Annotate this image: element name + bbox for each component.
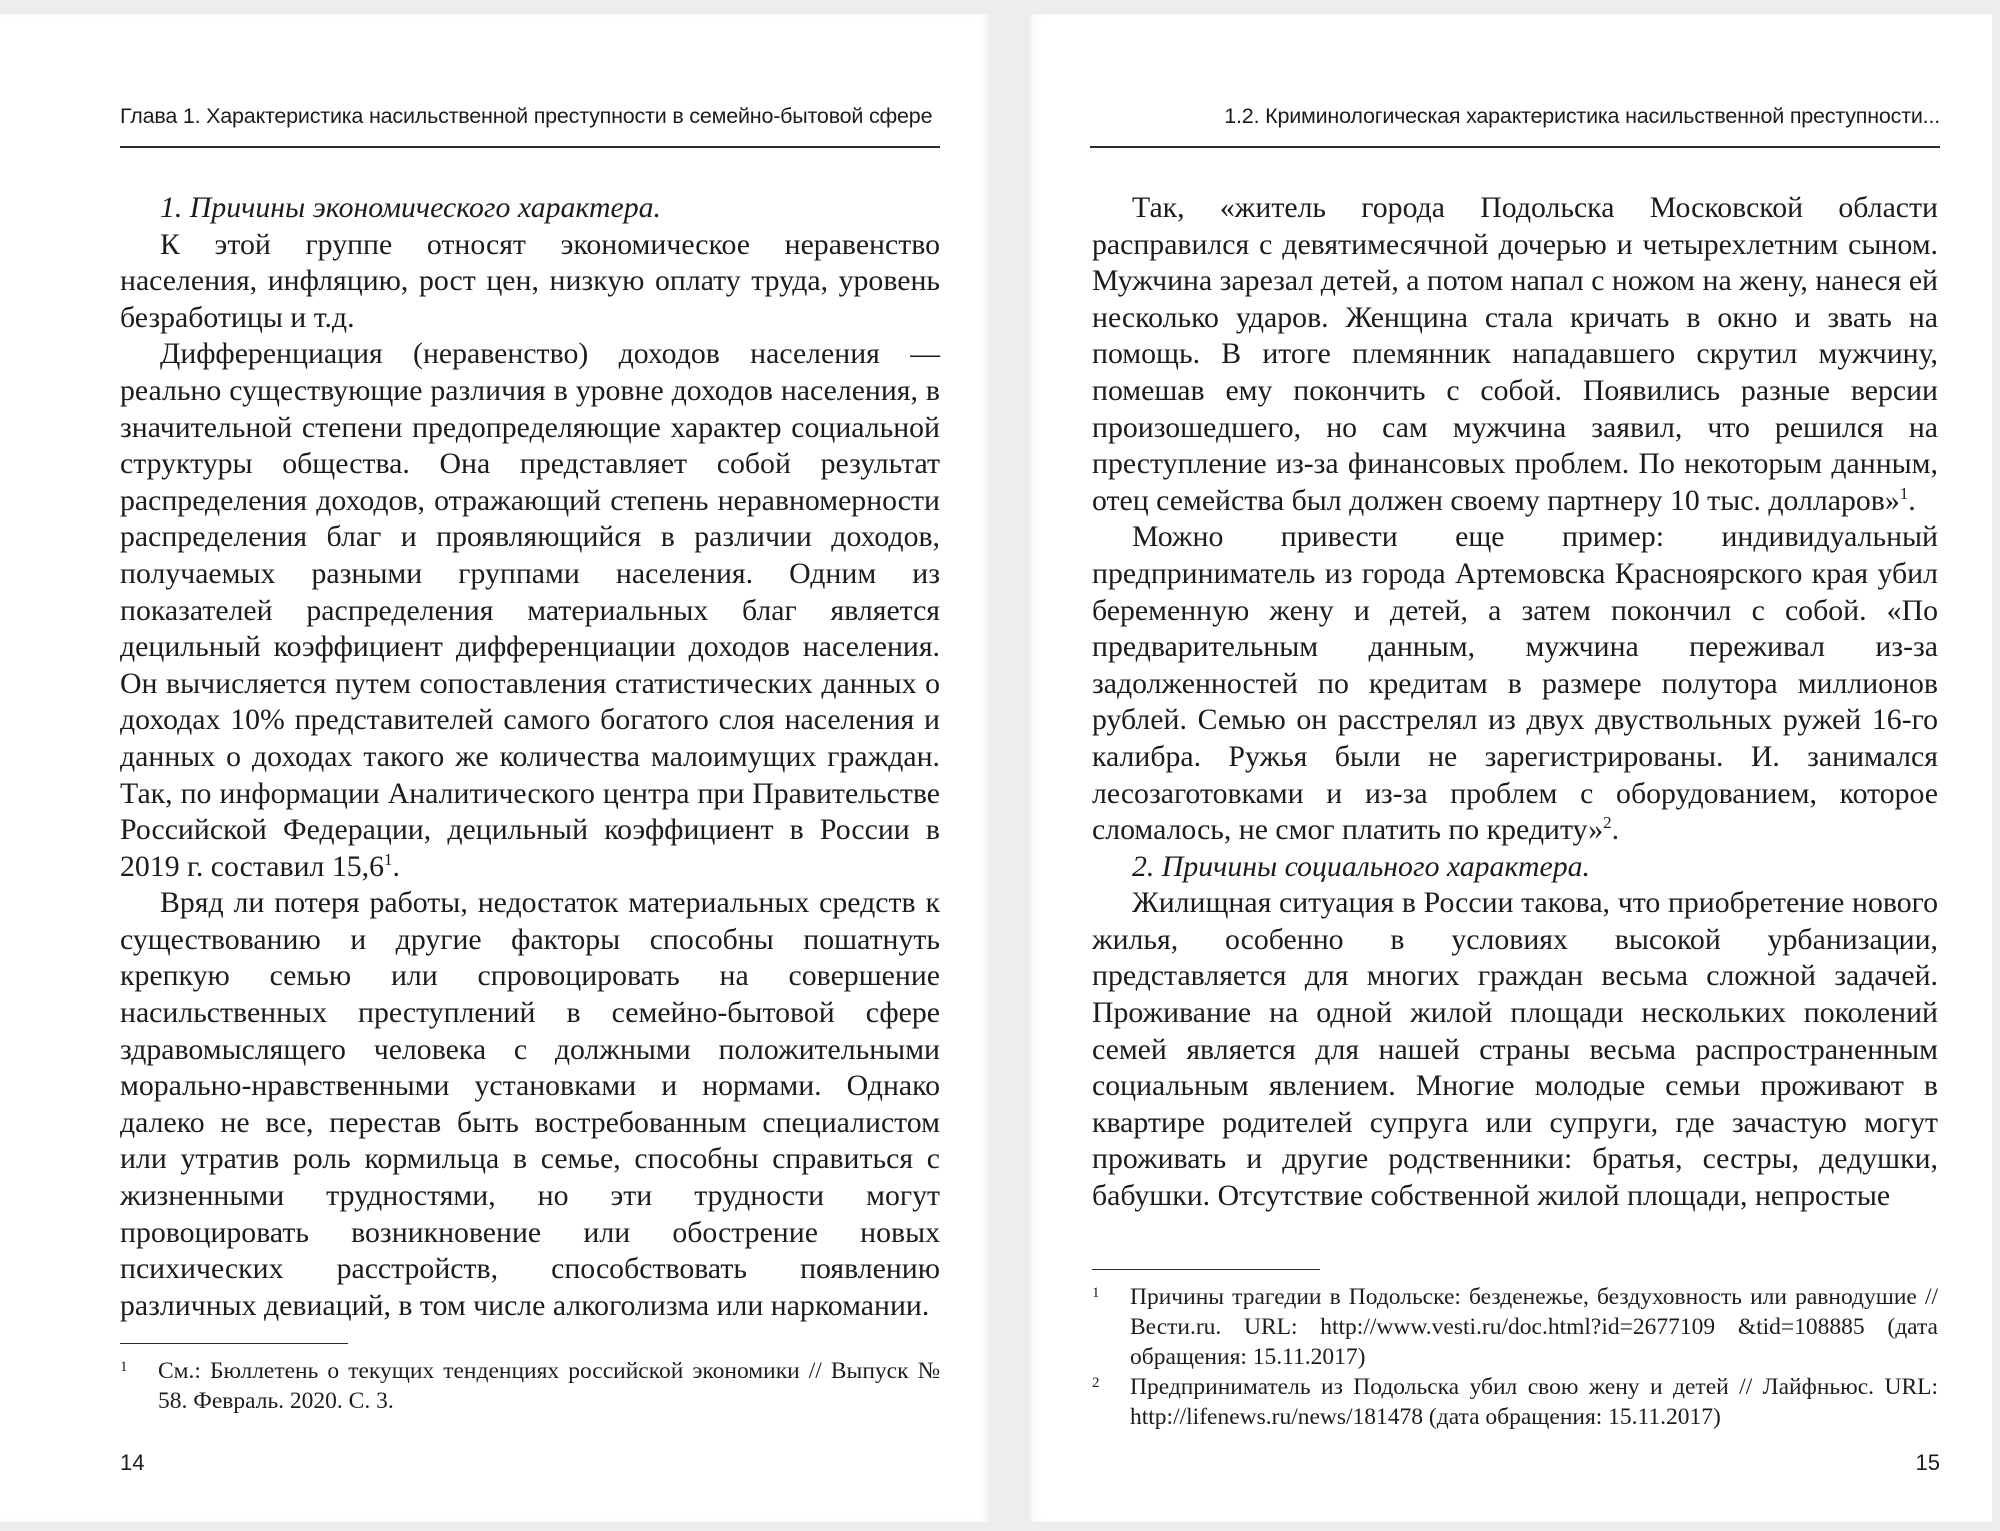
paragraph-end: . xyxy=(392,849,400,883)
paragraph-text: Так, «житель города Подольска Московской области расправился с девятимесячной дочерью и четырехлетним сыном. Мужчина зарезал детей, а потом напал с ножом на жену, нанеся ей несколько ударов. Женщина стала кричать в окно и звать на помощь. В итоге племянник нападавшего скрутил мужчину, помешав ему покончить с собой. Появились разные версии произошедшего, но сам мужчина заявил, что решился на преступление из-за финансовых проблем. По некоторым данным, отец семейства был должен своему партнеру 10 тыс. долларов» xyxy=(1092,191,1938,517)
paragraph: Вряд ли потеря работы, недостаток материальных средств к существованию и другие факторы способны пошатнуть крепкую семью или спровоцировать на совершение насильственных преступлений в семейно-бытовой сфере здравомыслящего человека с должными положительными морально-нравственными установками и нормами. Однако далеко не все, перестав быть востребованным специалистом или утратив роль кормильца в семье, способны справиться с жизненными трудностями, но эти трудности могут провоцировать возникновение или обострение новых психических расстройств, способствовать появлению различных девиаций, в том числе алкоголизма или наркомании. xyxy=(120,886,940,1322)
footnote-number: 1 xyxy=(1092,1285,1100,1301)
footnote xyxy=(120,1356,940,1416)
footnote-ref[interactable]: 2 xyxy=(1603,813,1612,833)
footnote xyxy=(1092,1372,1938,1432)
page-number: 15 xyxy=(1915,1450,1940,1475)
footnotes xyxy=(120,1356,940,1416)
footnote-ref[interactable]: 1 xyxy=(1899,483,1909,503)
body-text xyxy=(1092,190,1938,1215)
paragraph-text: Можно привести еще пример: индивидуальный предприниматель из города Артемовска Красноярского края убил беременную жену и детей, а затем покончил с собой. «По предварительным данным, мужчина переживал из-за задолженностей по кредитам в размере полутора миллионов рублей. Семью он расстрелял из двух двуствольных ружей 16-го калибра. Ружья были не зарегистрированы. И. занимался лесозаготовками и из-за проблем с оборудованием, которое сломалось, не смог платить по кредиту» xyxy=(1092,520,1938,847)
footnote-text: Предприниматель из Подольска убил свою жену и детей // Лайфньюс. URL: http://lifenews.ru/news/181478 (дата обращения: 15.11.2017) xyxy=(1130,1374,1938,1430)
footnote-text: Причины трагедии в Подольске: безденежье, бездуховность или равнодушие // Вести.ru. URL: http://www.vesti.ru/doc.html?id=2677109 &tid=108885 (дата обращения: 15.11.2017) xyxy=(1130,1284,1938,1370)
running-head: 1.2. Криминологическая характеристика насильственной преступности... xyxy=(1224,104,1940,128)
body-text xyxy=(120,190,940,1324)
paragraph-end: . xyxy=(1908,483,1916,517)
footnote-text: См.: Бюллетень о текущих тенденциях российской экономики // Выпуск № 58. Февраль. 2020. С. 3. xyxy=(158,1358,940,1414)
footnote-rule xyxy=(120,1343,348,1344)
section-heading: 1. Причины экономического характера. xyxy=(160,191,661,224)
footnotes xyxy=(1092,1282,1938,1432)
header-rule xyxy=(1090,146,1940,148)
paragraph xyxy=(120,336,940,885)
right-page xyxy=(1030,14,1992,1522)
paragraph xyxy=(1092,190,1938,519)
section-heading: 2. Причины социального характера. xyxy=(1132,849,1590,883)
footnote-ref[interactable]: 1 xyxy=(383,849,393,869)
paragraph: Жилищная ситуация в России такова, что приобретение нового жилья, особенно в условиях высокой урбанизации, представляется для многих граждан весьма сложной задачей. Проживание на одной жилой площади нескольких поколений семей является для нашей страны весьма распространенным социальным явлением. Многие молодые семьи проживают в квартире родителей супруга или супруги, где зачастую могут проживать и другие родственники: братья, сестры, дедушки, бабушки. Отсутствие собственной жилой площади, непростые xyxy=(1092,886,1938,1213)
paragraph: К этой группе относят экономическое неравенство населения, инфляцию, рост цен, низкую оплату труда, уровень безработицы и т.д. xyxy=(120,227,940,334)
footnote xyxy=(1092,1282,1938,1372)
footnote-number: 2 xyxy=(1092,1375,1100,1391)
left-page xyxy=(0,14,990,1522)
footnote-number: 1 xyxy=(120,1359,128,1375)
paragraph-text: Дифференциация (неравенство) доходов населения — реально существующие различия в уровне доходов населения, в значительной степени предопределяющие характер социальной структуры общества. Она представляет собой результат распределения доходов, отражающий степень неравномерности распределения благ и проявляющийся в различии доходов, получаемых разными группами населения. Одним из показателей распределения материальных благ является децильный коэффициент дифференциации доходов населения. Он вычисляется путем сопоставления статистических данных о доходах 10% представителей самого богатого слоя населения и данных о доходах такого же количества малоимущих граждан. Так, по информации Аналитического центра при Правительстве Российской Федерации, децильный коэффициент в России в 2019 г. составил 15,6 xyxy=(120,337,940,883)
footnote-rule xyxy=(1092,1269,1320,1270)
running-head: Глава 1. Характеристика насильственной преступности в семейно-бытовой сфере xyxy=(120,104,933,128)
paragraph-end: . xyxy=(1611,813,1620,847)
paragraph xyxy=(1092,519,1938,848)
header-rule xyxy=(120,146,940,148)
page-number: 14 xyxy=(120,1450,145,1475)
